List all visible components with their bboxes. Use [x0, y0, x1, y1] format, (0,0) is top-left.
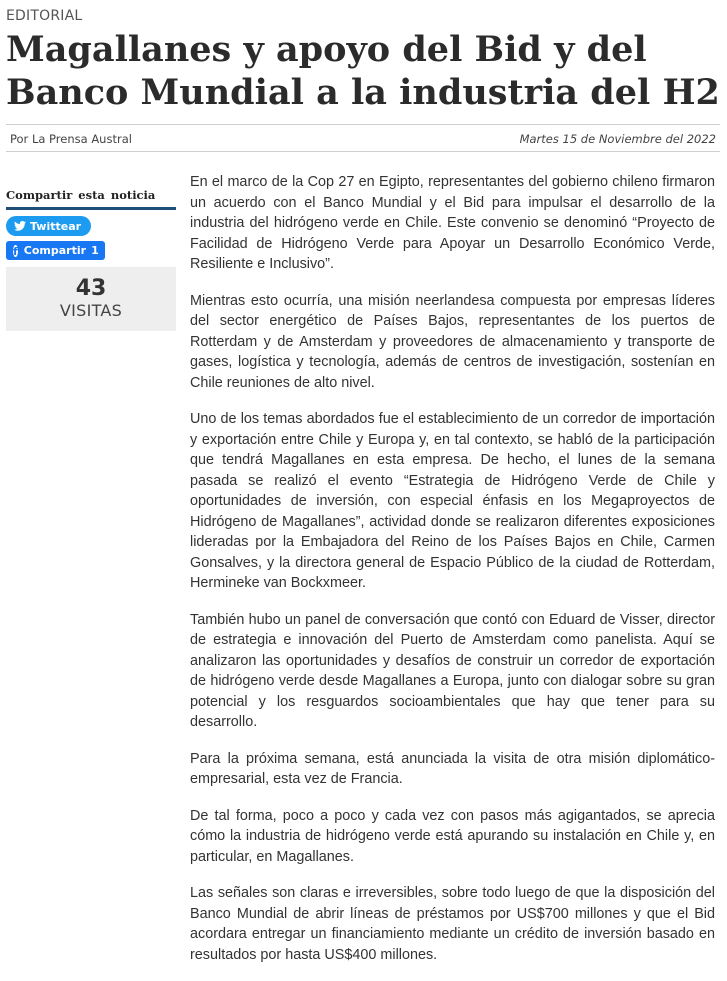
tweet-button-label: Twittear — [30, 219, 82, 233]
share-sidebar — [6, 188, 176, 331]
article-title: Magallanes y apoyo del Bid y del Banco Mundial a la industria del H2 — [6, 29, 720, 113]
article-paragraph: Mientras esto ocurría, una misión neerlandesa compuesta por empresas líderes del sector energético de Países Bajos, representantes de los puertos de Rotterdam y de Amsterdam y proveedores de almacenamiento y transporte de gases, logística y tecnología, además de centros de investigación, sostenían en Chile reuniones de alto nivel. — [190, 292, 715, 391]
visits-label: VISITAS — [59, 301, 123, 320]
article-body — [190, 172, 715, 981]
article-paragraph: Para la próxima semana, está anunciada la visita de otra misión diplomático-empresarial, esta vez de Francia. — [190, 750, 715, 787]
tweet-button[interactable] — [6, 216, 91, 236]
article-paragraph: De tal forma, poco a poco y cada vez con pasos más agigantados, se aprecia cómo la industria de hidrógeno verde está apurando su instalación en Chile y, en particular, en Magallanes. — [190, 807, 715, 865]
article-paragraph: En el marco de la Cop 27 en Egipto, representantes del gobierno chileno firmaron un acuerdo con el Banco Mundial y el Bid para impulsar el desarrollo de la industria del hidrógeno verde en Chile. Este convenio se denominó “Proyecto de Facilidad de Hidrógeno Verde para Apoyar un Desarrollo Económico Verde, Resiliente e Inclusivo”. — [190, 174, 715, 272]
section-label[interactable]: EDITORIAL — [6, 8, 83, 24]
article-date: Martes 15 de Noviembre del 2022 — [519, 132, 716, 146]
facebook-share-button[interactable] — [6, 241, 105, 260]
article-paragraph: También hubo un panel de conversación que contó con Eduard de Visser, director de estrategia e innovación del Puerto de Amsterdam como panelista. Aquí se analizaron las oportunidades y desafíos de construir un corredor de exportación de hidrógeno verde desde Magallanes a Europa, junto con dialogar sobre su gran potencial y los resguardos socioambientales que hay que tener para su desarrollo. — [190, 611, 715, 730]
article-paragraph: Las señales son claras e irreversibles, sobre todo luego de que la disposición del Banco Mundial de abrir líneas de préstamos por US$700 millones y que el Bid acordara entregar un financiamiento mediante un crédito de inversión basado en resultados por hasta US$400 millones. — [190, 885, 715, 963]
share-label: Compartir esta noticia — [6, 188, 176, 210]
twitter-bird-icon — [14, 221, 26, 231]
facebook-share-label: Compartir — [23, 244, 87, 257]
article-paragraph: Uno de los temas abordados fue el establecimiento de un corredor de importación y exportación entre Chile y Europa y, en tal contexto, se habló de la participación que tendrá Magallanes en esta empresa. De hecho, el lunes de la semana pasada se realizó el evento “Estrategia de Hidrógeno Verde de Chile y oportunidades de inversión, con especial énfasis en los Megaproyectos de Hidrógeno de Magallanes”, actividad donde se realizaron diferentes exposiciones lideradas por la Embajadora del Reino de los Países Bajos en Chile, Carmen Gonsalves, y la directora general de Espacio Público de la ciudad de Rotterdam, Hermineke van Bockxmeer. — [190, 411, 715, 591]
visits-count: 43 — [75, 276, 107, 301]
article-meta-bar — [6, 124, 720, 152]
visits-counter — [6, 267, 176, 331]
facebook-share-count: 1 — [91, 244, 99, 257]
article-author: Por La Prensa Austral — [10, 132, 132, 146]
facebook-icon: f — [13, 244, 18, 258]
